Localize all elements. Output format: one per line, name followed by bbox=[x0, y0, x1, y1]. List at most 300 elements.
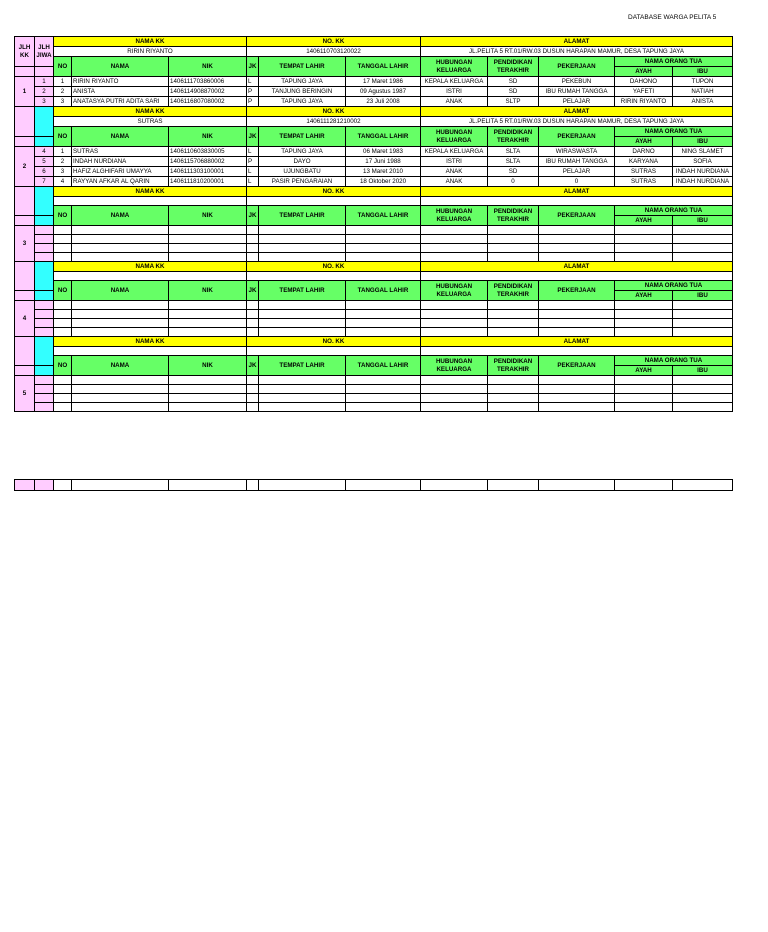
member-nik-cell[interactable]: 1406111703860006 bbox=[169, 77, 247, 87]
member-education-cell[interactable] bbox=[488, 301, 539, 310]
member-no-cell[interactable] bbox=[54, 319, 72, 328]
member-birthplace-cell[interactable] bbox=[259, 328, 346, 337]
member-father-cell[interactable] bbox=[615, 403, 673, 412]
member-occupation-cell[interactable]: PEKEBUN bbox=[539, 77, 615, 87]
member-relation-cell[interactable]: ANAK bbox=[421, 167, 488, 177]
member-jk-cell[interactable]: P bbox=[247, 157, 259, 167]
member-name-cell[interactable]: RAYYAN AFKAR AL QARIN bbox=[72, 177, 169, 187]
col-no-header: NO bbox=[54, 356, 72, 376]
alamat-header: ALAMAT bbox=[421, 37, 733, 47]
member-row bbox=[15, 385, 733, 394]
member-row bbox=[15, 319, 733, 328]
member-no-cell[interactable] bbox=[54, 226, 72, 235]
member-no-cell[interactable] bbox=[54, 385, 72, 394]
member-mother-cell[interactable] bbox=[673, 253, 733, 262]
member-father-cell[interactable] bbox=[615, 226, 673, 235]
member-occupation-cell[interactable]: IBU RUMAH TANGGA bbox=[539, 87, 615, 97]
no-kk-value[interactable] bbox=[247, 272, 421, 281]
member-birthdate-cell[interactable] bbox=[346, 394, 421, 403]
member-father-cell[interactable] bbox=[615, 235, 673, 244]
family-spacer-kk bbox=[15, 187, 35, 216]
member-nik-cell[interactable] bbox=[169, 301, 247, 310]
footer-cell[interactable] bbox=[488, 480, 539, 491]
col-pekerjaan-header: PEKERJAAN bbox=[539, 127, 615, 147]
member-occupation-cell[interactable] bbox=[539, 226, 615, 235]
member-mother-cell[interactable] bbox=[673, 226, 733, 235]
member-occupation-cell[interactable] bbox=[539, 235, 615, 244]
col-nik-header: NIK bbox=[169, 57, 247, 77]
member-education-cell[interactable]: SLTP bbox=[488, 97, 539, 107]
member-relation-cell[interactable] bbox=[421, 310, 488, 319]
member-birthplace-cell[interactable]: DAYO bbox=[259, 157, 346, 167]
member-no-cell[interactable] bbox=[54, 253, 72, 262]
family-spacer-kk bbox=[15, 262, 35, 291]
member-relation-cell[interactable] bbox=[421, 385, 488, 394]
nama-kk-value[interactable]: RIRIN RIYANTO bbox=[54, 47, 247, 57]
member-mother-cell[interactable] bbox=[673, 319, 733, 328]
member-father-cell[interactable]: DARNO bbox=[615, 147, 673, 157]
member-father-cell[interactable] bbox=[615, 385, 673, 394]
alamat-value[interactable] bbox=[421, 272, 733, 281]
no-kk-header: NO. KK bbox=[247, 337, 421, 347]
member-occupation-cell[interactable]: PELAJAR bbox=[539, 167, 615, 177]
member-father-cell[interactable] bbox=[615, 394, 673, 403]
member-occupation-cell[interactable] bbox=[539, 244, 615, 253]
no-kk-value[interactable]: 1406111281210002 bbox=[247, 117, 421, 127]
alamat-value[interactable] bbox=[421, 197, 733, 206]
member-education-cell[interactable]: 0 bbox=[488, 177, 539, 187]
footer-cell[interactable] bbox=[169, 480, 247, 491]
member-birthplace-cell[interactable] bbox=[259, 244, 346, 253]
member-occupation-cell[interactable]: IBU RUMAH TANGGA bbox=[539, 157, 615, 167]
col-nik-header: NIK bbox=[169, 206, 247, 226]
member-father-cell[interactable] bbox=[615, 319, 673, 328]
member-name-cell[interactable] bbox=[72, 385, 169, 394]
jlh-jiwa-number[interactable] bbox=[35, 244, 54, 253]
member-name-cell[interactable] bbox=[72, 403, 169, 412]
member-nik-cell[interactable] bbox=[169, 385, 247, 394]
member-mother-cell[interactable] bbox=[673, 235, 733, 244]
member-education-cell[interactable]: SD bbox=[488, 167, 539, 177]
member-no-cell[interactable] bbox=[54, 403, 72, 412]
member-jk-cell[interactable] bbox=[247, 328, 259, 337]
jlh-jiwa-number[interactable]: 7 bbox=[35, 177, 54, 187]
member-nik-cell[interactable]: 1406111303100001 bbox=[169, 167, 247, 177]
member-relation-cell[interactable]: KEPALA KELUARGA bbox=[421, 147, 488, 157]
family-header-row bbox=[15, 337, 733, 347]
family-spacer-kk bbox=[15, 337, 35, 366]
member-education-cell[interactable] bbox=[488, 310, 539, 319]
member-relation-cell[interactable] bbox=[421, 328, 488, 337]
nama-kk-value[interactable] bbox=[54, 197, 247, 206]
member-birthplace-cell[interactable]: UJUNGBATU bbox=[259, 167, 346, 177]
member-row bbox=[15, 328, 733, 337]
member-father-cell[interactable] bbox=[615, 253, 673, 262]
member-name-cell[interactable] bbox=[72, 244, 169, 253]
member-jk-cell[interactable]: L bbox=[247, 147, 259, 157]
col-pekerjaan-header: PEKERJAAN bbox=[539, 281, 615, 301]
member-occupation-cell[interactable]: PELAJAR bbox=[539, 97, 615, 107]
member-relation-cell[interactable] bbox=[421, 319, 488, 328]
member-nik-cell[interactable]: 1406110603830005 bbox=[169, 147, 247, 157]
member-birthdate-cell[interactable]: 18 Oktober 2020 bbox=[346, 177, 421, 187]
member-birthdate-cell[interactable] bbox=[346, 328, 421, 337]
member-no-cell[interactable]: 2 bbox=[54, 87, 72, 97]
jlh-jiwa-number[interactable] bbox=[35, 394, 54, 403]
member-nik-cell[interactable] bbox=[169, 328, 247, 337]
member-jk-cell[interactable] bbox=[247, 226, 259, 235]
member-row bbox=[15, 147, 733, 157]
member-name-cell[interactable]: SUTRAS bbox=[72, 147, 169, 157]
member-education-cell[interactable] bbox=[488, 385, 539, 394]
col-tanggal-lahir-header: TANGGAL LAHIR bbox=[346, 356, 421, 376]
family-spacer-kk bbox=[15, 67, 35, 77]
jlh-jiwa-number[interactable] bbox=[35, 403, 54, 412]
member-no-cell[interactable] bbox=[54, 376, 72, 385]
jlh-jiwa-number[interactable] bbox=[35, 301, 54, 310]
member-mother-cell[interactable] bbox=[673, 385, 733, 394]
member-mother-cell[interactable] bbox=[673, 244, 733, 253]
jlh-jiwa-number[interactable] bbox=[35, 235, 54, 244]
member-occupation-cell[interactable] bbox=[539, 301, 615, 310]
alamat-value[interactable] bbox=[421, 347, 733, 356]
member-birthplace-cell[interactable] bbox=[259, 394, 346, 403]
footer-cell[interactable] bbox=[54, 480, 72, 491]
member-jk-cell[interactable] bbox=[247, 235, 259, 244]
member-no-cell[interactable]: 3 bbox=[54, 167, 72, 177]
member-jk-cell[interactable] bbox=[247, 310, 259, 319]
member-name-cell[interactable]: ANISTA bbox=[72, 87, 169, 97]
member-birthdate-cell[interactable] bbox=[346, 235, 421, 244]
col-jk-header: JK bbox=[247, 281, 259, 301]
member-nik-cell[interactable] bbox=[169, 244, 247, 253]
member-name-cell[interactable]: INDAH NURDIANA bbox=[72, 157, 169, 167]
jlh-kk-number: 4 bbox=[15, 301, 35, 337]
member-birthplace-cell[interactable]: PASIR PENGARAIAN bbox=[259, 177, 346, 187]
footer-jlh-kk-cell[interactable] bbox=[15, 480, 35, 491]
footer-cell[interactable] bbox=[247, 480, 259, 491]
member-birthdate-cell[interactable] bbox=[346, 319, 421, 328]
member-birthdate-cell[interactable]: 09 Agustus 1987 bbox=[346, 87, 421, 97]
member-jk-cell[interactable] bbox=[247, 253, 259, 262]
footer-cell[interactable] bbox=[259, 480, 346, 491]
member-father-cell[interactable]: RIRIN RIYANTO bbox=[615, 97, 673, 107]
no-kk-value[interactable]: 1406110703120022 bbox=[247, 47, 421, 57]
member-birthdate-cell[interactable]: 17 Juni 1988 bbox=[346, 157, 421, 167]
member-mother-cell[interactable] bbox=[673, 394, 733, 403]
member-no-cell[interactable] bbox=[54, 394, 72, 403]
member-birthplace-cell[interactable]: TAPUNG JAYA bbox=[259, 97, 346, 107]
member-birthplace-cell[interactable] bbox=[259, 235, 346, 244]
member-no-cell[interactable]: 1 bbox=[54, 77, 72, 87]
member-relation-cell[interactable] bbox=[421, 376, 488, 385]
footer-cell[interactable] bbox=[72, 480, 169, 491]
member-nik-cell[interactable] bbox=[169, 319, 247, 328]
jlh-jiwa-number[interactable]: 2 bbox=[35, 87, 54, 97]
member-father-cell[interactable] bbox=[615, 244, 673, 253]
member-jk-cell[interactable]: L bbox=[247, 177, 259, 187]
member-occupation-cell[interactable]: WIRASWASTA bbox=[539, 147, 615, 157]
family-spacer-jiwa bbox=[35, 216, 54, 226]
member-nik-cell[interactable] bbox=[169, 226, 247, 235]
member-father-cell[interactable]: DAHONO bbox=[615, 77, 673, 87]
col-hubungan-header: HUBUNGAN KELUARGA bbox=[421, 127, 488, 147]
jlh-jiwa-number[interactable]: 1 bbox=[35, 77, 54, 87]
member-mother-cell[interactable]: NING SLAMET bbox=[673, 147, 733, 157]
member-birthplace-cell[interactable]: TAPUNG JAYA bbox=[259, 77, 346, 87]
col-jk-header: JK bbox=[247, 206, 259, 226]
member-birthplace-cell[interactable] bbox=[259, 226, 346, 235]
member-nik-cell[interactable]: 1406111810200001 bbox=[169, 177, 247, 187]
jlh-jiwa-number[interactable]: 4 bbox=[35, 147, 54, 157]
jlh-jiwa-number[interactable]: 5 bbox=[35, 157, 54, 167]
footer-cell[interactable] bbox=[673, 480, 733, 491]
jlh-jiwa-header: JLH JIWA bbox=[35, 37, 54, 67]
member-jk-cell[interactable] bbox=[247, 376, 259, 385]
nama-kk-value[interactable] bbox=[54, 272, 247, 281]
member-education-cell[interactable] bbox=[488, 235, 539, 244]
member-relation-cell[interactable] bbox=[421, 394, 488, 403]
member-name-cell[interactable]: ANATASYA PUTRI ADITA SARI bbox=[72, 97, 169, 107]
member-name-cell[interactable] bbox=[72, 394, 169, 403]
member-name-cell[interactable] bbox=[72, 319, 169, 328]
member-birthplace-cell[interactable] bbox=[259, 376, 346, 385]
nama-kk-value[interactable]: SUTRAS bbox=[54, 117, 247, 127]
member-nik-cell[interactable] bbox=[169, 403, 247, 412]
member-relation-cell[interactable]: ANAK bbox=[421, 177, 488, 187]
footer-jlh-jiwa-cell[interactable] bbox=[35, 480, 54, 491]
member-birthdate-cell[interactable] bbox=[346, 244, 421, 253]
member-occupation-cell[interactable] bbox=[539, 394, 615, 403]
member-education-cell[interactable] bbox=[488, 376, 539, 385]
member-relation-cell[interactable] bbox=[421, 253, 488, 262]
member-father-cell[interactable] bbox=[615, 310, 673, 319]
member-father-cell[interactable] bbox=[615, 301, 673, 310]
member-mother-cell[interactable]: SOFIA bbox=[673, 157, 733, 167]
member-jk-cell[interactable]: P bbox=[247, 87, 259, 97]
member-no-cell[interactable] bbox=[54, 235, 72, 244]
member-nik-cell[interactable]: 1406115706880002 bbox=[169, 157, 247, 167]
member-education-cell[interactable]: SD bbox=[488, 77, 539, 87]
member-education-cell[interactable] bbox=[488, 226, 539, 235]
member-nik-cell[interactable] bbox=[169, 310, 247, 319]
member-birthplace-cell[interactable] bbox=[259, 319, 346, 328]
member-education-cell[interactable] bbox=[488, 319, 539, 328]
member-no-cell[interactable]: 2 bbox=[54, 157, 72, 167]
alamat-value[interactable]: JL.PELITA 5 RT.01/RW.03 DUSUN HARAPAN MAMUR, DESA TAPUNG JAYA bbox=[421, 117, 733, 127]
member-birthdate-cell[interactable]: 13 Maret 2010 bbox=[346, 167, 421, 177]
member-relation-cell[interactable] bbox=[421, 403, 488, 412]
member-occupation-cell[interactable]: 0 bbox=[539, 177, 615, 187]
family-spacer-jiwa bbox=[35, 337, 54, 366]
member-no-cell[interactable] bbox=[54, 244, 72, 253]
member-nik-cell[interactable] bbox=[169, 253, 247, 262]
member-relation-cell[interactable]: ISTRI bbox=[421, 157, 488, 167]
member-mother-cell[interactable] bbox=[673, 328, 733, 337]
member-no-cell[interactable] bbox=[54, 328, 72, 337]
jlh-jiwa-number[interactable] bbox=[35, 376, 54, 385]
alamat-value[interactable]: JL.PELITA 5 RT.01/RW.03 DUSUN HARAPAN MAMUR, DESA TAPUNG JAYA bbox=[421, 47, 733, 57]
nama-kk-header: NAMA KK bbox=[54, 107, 247, 117]
member-birthdate-cell[interactable] bbox=[346, 376, 421, 385]
member-mother-cell[interactable]: ANISTA bbox=[673, 97, 733, 107]
no-kk-header: NO. KK bbox=[247, 107, 421, 117]
member-no-cell[interactable]: 4 bbox=[54, 177, 72, 187]
member-relation-cell[interactable] bbox=[421, 244, 488, 253]
col-ibu-header: IBU bbox=[673, 291, 733, 301]
col-hubungan-header: HUBUNGAN KELUARGA bbox=[421, 57, 488, 77]
member-relation-cell[interactable]: KEPALA KELUARGA bbox=[421, 77, 488, 87]
member-mother-cell[interactable]: INDAH NURDIANA bbox=[673, 177, 733, 187]
col-no-header: NO bbox=[54, 281, 72, 301]
member-name-cell[interactable] bbox=[72, 301, 169, 310]
col-orang-tua-header: NAMA ORANG TUA bbox=[615, 356, 733, 366]
member-birthplace-cell[interactable] bbox=[259, 301, 346, 310]
jlh-jiwa-number[interactable] bbox=[35, 385, 54, 394]
member-birthplace-cell[interactable] bbox=[259, 310, 346, 319]
member-occupation-cell[interactable] bbox=[539, 328, 615, 337]
nama-kk-header: NAMA KK bbox=[54, 262, 247, 272]
member-birthdate-cell[interactable] bbox=[346, 310, 421, 319]
member-mother-cell[interactable] bbox=[673, 376, 733, 385]
member-birthplace-cell[interactable] bbox=[259, 385, 346, 394]
col-nik-header: NIK bbox=[169, 127, 247, 147]
no-kk-value[interactable] bbox=[247, 197, 421, 206]
member-father-cell[interactable]: YAFETI bbox=[615, 87, 673, 97]
member-nik-cell[interactable] bbox=[169, 376, 247, 385]
member-relation-cell[interactable] bbox=[421, 301, 488, 310]
member-name-cell[interactable] bbox=[72, 328, 169, 337]
jlh-jiwa-number[interactable] bbox=[35, 310, 54, 319]
member-education-cell[interactable] bbox=[488, 253, 539, 262]
member-mother-cell[interactable] bbox=[673, 310, 733, 319]
col-ayah-header: AYAH bbox=[615, 137, 673, 147]
member-no-cell[interactable]: 1 bbox=[54, 147, 72, 157]
column-header-row bbox=[15, 206, 733, 216]
member-mother-cell[interactable]: NATIAH bbox=[673, 87, 733, 97]
member-occupation-cell[interactable] bbox=[539, 385, 615, 394]
member-name-cell[interactable]: HAFIZ ALGHIFARI UMAYYA bbox=[72, 167, 169, 177]
member-education-cell[interactable] bbox=[488, 328, 539, 337]
member-occupation-cell[interactable] bbox=[539, 403, 615, 412]
member-occupation-cell[interactable] bbox=[539, 310, 615, 319]
jlh-jiwa-number[interactable]: 3 bbox=[35, 97, 54, 107]
member-education-cell[interactable] bbox=[488, 403, 539, 412]
member-birthdate-cell[interactable] bbox=[346, 301, 421, 310]
member-education-cell[interactable]: SLTA bbox=[488, 157, 539, 167]
member-name-cell[interactable] bbox=[72, 253, 169, 262]
member-mother-cell[interactable] bbox=[673, 301, 733, 310]
member-education-cell[interactable]: SD bbox=[488, 87, 539, 97]
member-birthdate-cell[interactable] bbox=[346, 403, 421, 412]
member-jk-cell[interactable] bbox=[247, 319, 259, 328]
member-no-cell[interactable]: 3 bbox=[54, 97, 72, 107]
jlh-jiwa-number[interactable] bbox=[35, 226, 54, 235]
member-jk-cell[interactable] bbox=[247, 244, 259, 253]
member-father-cell[interactable]: SUTRAS bbox=[615, 167, 673, 177]
member-relation-cell[interactable] bbox=[421, 235, 488, 244]
footer-cell[interactable] bbox=[346, 480, 421, 491]
no-kk-header: NO. KK bbox=[247, 37, 421, 47]
member-education-cell[interactable] bbox=[488, 394, 539, 403]
jlh-jiwa-number[interactable]: 6 bbox=[35, 167, 54, 177]
member-birthdate-cell[interactable] bbox=[346, 253, 421, 262]
member-birthplace-cell[interactable]: TANJUNG BERINGIN bbox=[259, 87, 346, 97]
member-nik-cell[interactable]: 1406116807080002 bbox=[169, 97, 247, 107]
jlh-jiwa-number[interactable] bbox=[35, 253, 54, 262]
member-occupation-cell[interactable] bbox=[539, 319, 615, 328]
member-occupation-cell[interactable] bbox=[539, 376, 615, 385]
col-nama-header: NAMA bbox=[72, 356, 169, 376]
member-mother-cell[interactable]: TUPON bbox=[673, 77, 733, 87]
footer-cell[interactable] bbox=[421, 480, 488, 491]
col-orang-tua-header: NAMA ORANG TUA bbox=[615, 127, 733, 137]
member-birthplace-cell[interactable] bbox=[259, 403, 346, 412]
member-name-cell[interactable] bbox=[72, 376, 169, 385]
no-kk-value[interactable] bbox=[247, 347, 421, 356]
col-pekerjaan-header: PEKERJAAN bbox=[539, 206, 615, 226]
member-occupation-cell[interactable] bbox=[539, 253, 615, 262]
member-birthdate-cell[interactable] bbox=[346, 385, 421, 394]
member-mother-cell[interactable]: INDAH NURDIANA bbox=[673, 167, 733, 177]
jlh-jiwa-number[interactable] bbox=[35, 319, 54, 328]
member-nik-cell[interactable]: 1406114908870002 bbox=[169, 87, 247, 97]
member-name-cell[interactable]: RIRIN RIYANTO bbox=[72, 77, 169, 87]
alamat-header: ALAMAT bbox=[421, 262, 733, 272]
member-father-cell[interactable] bbox=[615, 376, 673, 385]
member-relation-cell[interactable]: ISTRI bbox=[421, 87, 488, 97]
member-row bbox=[15, 253, 733, 262]
member-relation-cell[interactable]: ANAK bbox=[421, 97, 488, 107]
nama-kk-value[interactable] bbox=[54, 347, 247, 356]
blank-footer-row bbox=[14, 479, 733, 491]
member-father-cell[interactable] bbox=[615, 328, 673, 337]
member-nik-cell[interactable] bbox=[169, 394, 247, 403]
member-father-cell[interactable]: KARYANA bbox=[615, 157, 673, 167]
member-name-cell[interactable] bbox=[72, 226, 169, 235]
member-jk-cell[interactable]: P bbox=[247, 97, 259, 107]
family-info-row bbox=[15, 347, 733, 356]
member-mother-cell[interactable] bbox=[673, 403, 733, 412]
nama-kk-header: NAMA KK bbox=[54, 187, 247, 197]
member-jk-cell[interactable] bbox=[247, 385, 259, 394]
member-jk-cell[interactable]: L bbox=[247, 77, 259, 87]
member-education-cell[interactable]: SLTA bbox=[488, 147, 539, 157]
member-name-cell[interactable] bbox=[72, 235, 169, 244]
member-jk-cell[interactable] bbox=[247, 301, 259, 310]
footer-cell[interactable] bbox=[615, 480, 673, 491]
member-jk-cell[interactable] bbox=[247, 403, 259, 412]
member-jk-cell[interactable] bbox=[247, 394, 259, 403]
member-name-cell[interactable] bbox=[72, 310, 169, 319]
member-no-cell[interactable] bbox=[54, 310, 72, 319]
member-relation-cell[interactable] bbox=[421, 226, 488, 235]
alamat-header: ALAMAT bbox=[421, 187, 733, 197]
member-birthdate-cell[interactable]: 17 Maret 1986 bbox=[346, 77, 421, 87]
member-birthdate-cell[interactable] bbox=[346, 226, 421, 235]
member-birthdate-cell[interactable]: 06 Maret 1983 bbox=[346, 147, 421, 157]
member-nik-cell[interactable] bbox=[169, 235, 247, 244]
member-birthplace-cell[interactable]: TAPUNG JAYA bbox=[259, 147, 346, 157]
member-jk-cell[interactable]: L bbox=[247, 167, 259, 177]
member-no-cell[interactable] bbox=[54, 301, 72, 310]
jlh-jiwa-number[interactable] bbox=[35, 328, 54, 337]
footer-cell[interactable] bbox=[539, 480, 615, 491]
member-education-cell[interactable] bbox=[488, 244, 539, 253]
member-birthdate-cell[interactable]: 23 Juli 2008 bbox=[346, 97, 421, 107]
member-father-cell[interactable]: SUTRAS bbox=[615, 177, 673, 187]
member-birthplace-cell[interactable] bbox=[259, 253, 346, 262]
